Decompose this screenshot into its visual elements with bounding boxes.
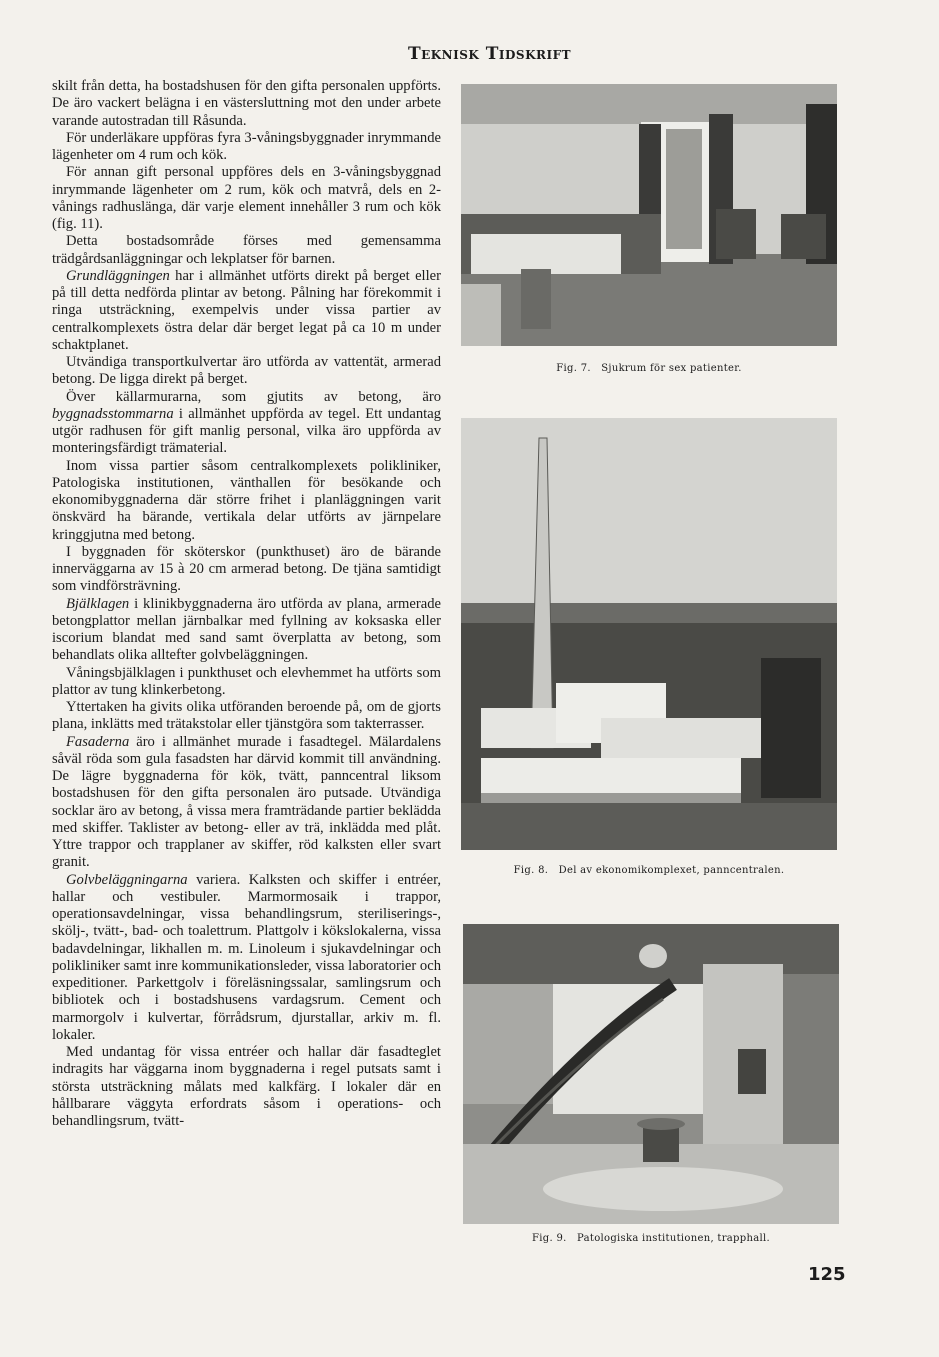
paragraph: Med undantag för vissa entréer och hallar där fasadteglet indragits har väggarna inom byggnaderna i regel putsats samt i största utsträckning målats med kalkfärg. I lokaler där en hållbarare väggyta erfordrats såsom i operations- och behandlingsrum, tvätt- [52, 1044, 441, 1129]
emphasis: Bjälklagen [66, 595, 130, 612]
paragraph: Grundläggningen har i allmänhet utförts direkt på berget eller på till detta nedförda plintar av betong. Pålning har förekommit i ringa utsträckning, exempelvis under vissa partier av centralkomplexets östra delar där berget legat på ca 10 m under schaktplanet. [52, 267, 441, 353]
paragraph: I byggnaden för sköterskor (punkthuset) äro de bärande innerväggarna av 15 à 20 cm armerad betong. De tjäna samtidigt som vindförsträvning. [52, 543, 441, 595]
paragraph: För annan gift personal uppföres dels en 3-våningsbyggnad inrymmande lägenheter om 2 rum, kök och matvrå, dels en 2-vånings radhuslänga, där varje element innehåller 3 rum och kök (fig. 11). [52, 164, 441, 232]
paragraph: Bjälklagen i klinikbyggnaderna äro utförda av plana, armerade betongplattor mellan järnbalkar med fyllning av koksaska eller iscorium blandat med sand samt överplatta av betong, som behandlats olika alltefter golvbeläggningen. [52, 595, 441, 664]
emphasis: byggnadsstommarna [52, 405, 174, 422]
paragraph: Golvbeläggningarna variera. Kalksten och skiffer i entréer, hallar och vestibuler. Marmormosaik i trappor, operationsavdelningar, vissa behandlingsrum, steriliserings-, skölj-, tvätt-, bad- och toalettrum. Plattgolv i kökslokalerna, vissa badavdelningar, likhallen m. m. Linoleum i sjukavdelningar och polikliniker samt inre kommunikationsleder, vissa laboratorier och expeditioner. Parkettgolv i föreläsningssalar, samlingsrum och bibliotek och i bostadshusens vardagsrum. Cement och marmorgolv i kulvertar, förrådsrum, djurstallar, arkiv m. fl. lokaler. [52, 871, 441, 1043]
paragraph: skilt från detta, ha bostadshusen för den gifta personalen uppförts. De äro vackert belägna i en västersluttning mot den under arbete varande autostradan till Råsunda. [52, 78, 441, 129]
page-number: 125 [808, 1264, 846, 1285]
figure-8-photo [461, 418, 837, 850]
paragraph: Inom vissa partier såsom centralkomplexets polikliniker, Patologiska institutionen, vänthallen för besökande och ekonomibyggnaderna där större frihet i planläggningen varit önskvärd ha bärande, vertikala delar utförts av järnpelare kringgjutna med betong. [52, 457, 441, 543]
emphasis: Grundläggningen [66, 267, 170, 284]
paragraph: För underläkare uppföras fyra 3-våningsbyggnader inrymmande lägenheter om 4 rum och kök. [52, 129, 441, 163]
paragraph: Yttertaken ha givits olika utföranden beroende på, om de gjorts plana, inklätts med trätakstolar eller tjänstgöra som takterrasser. [52, 699, 441, 733]
figure-9-caption: Fig. 9. Patologiska institutionen, trapphall. [532, 1233, 770, 1244]
paragraph: Fasaderna äro i allmänhet murade i fasadtegel. Mälardalens såväl röda som gula fasadsten har därvid kommit till användning. De lägre byggnaderna för kök, tvätt, panncentral liksom bostadshusen för den gifta personalen äro putsade. Utvändiga socklar äro av betong, å vissa mera framträdande partier beklädda med skiffer. Taklister av betong- eller av trä, inklädda med plåt. Yttre trappor och trapplaner av skiffer, röd kalksten eller svart granit. [52, 733, 441, 871]
emphasis: Golvbeläggningarna [66, 871, 188, 888]
figure-7-caption: Fig. 7. Sjukrum för sex patienter. [556, 363, 742, 374]
paragraph: Över källarmurarna, som gjutits av betong, äro byggnadsstommarna i allmänhet uppförda av tegel. Ett undantag utgör radhusen för gift manlig personal, vilka äro uppförda av monteringsfärdigt trämaterial. [52, 388, 441, 457]
figure-8-caption: Fig. 8. Del av ekonomikomplexet, panncentralen. [513, 865, 785, 876]
journal-title: Teknisk Tidskrift [407, 44, 572, 64]
emphasis: Fasaderna [66, 733, 130, 750]
paragraph: Våningsbjälklagen i punkthuset och elevhemmet ha utförts som plattor av tung klinkerbetong. [52, 664, 441, 698]
figure-9-photo [463, 924, 839, 1224]
paragraph: Detta bostadsområde förses med gemensamma trädgårdsanläggningar och lekplatser för barnen. [52, 233, 441, 267]
paragraph: Utvändiga transportkulvertar äro utförda av vattentät, armerad betong. De ligga direkt på berget. [52, 354, 441, 388]
figure-7-photo [461, 84, 837, 346]
body-text-column [52, 78, 441, 1130]
